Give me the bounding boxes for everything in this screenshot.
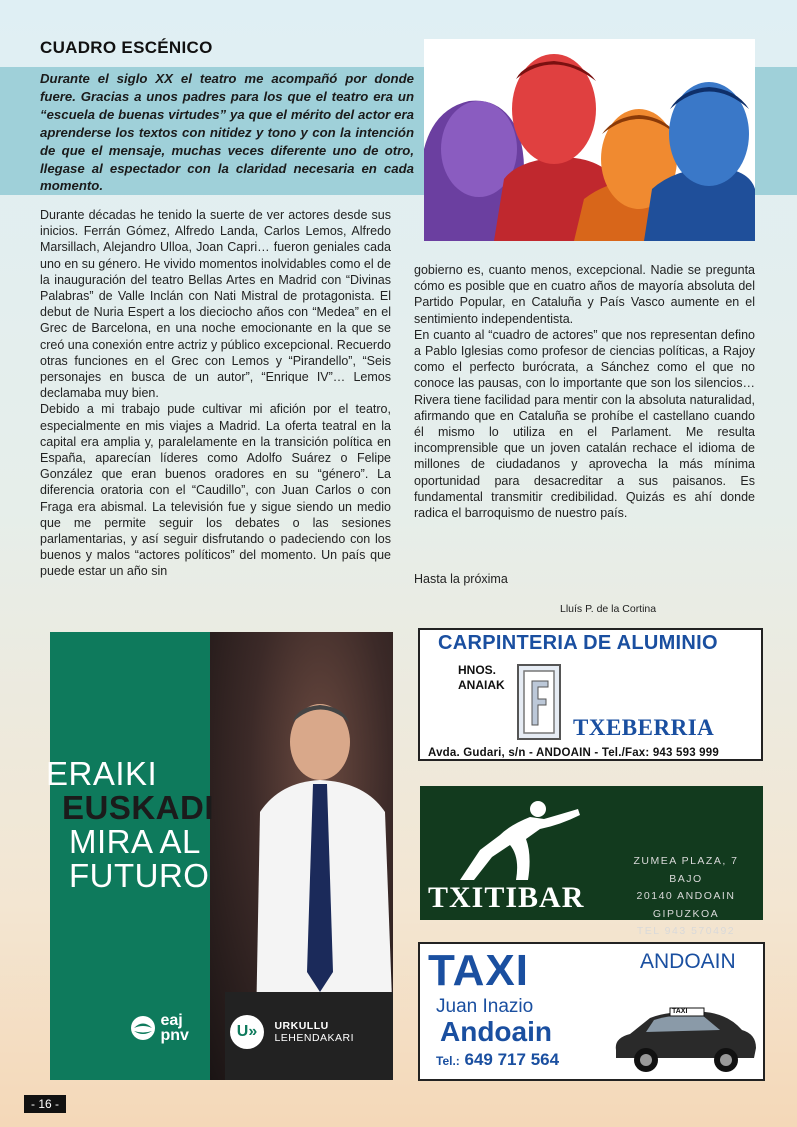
taxi-roof-sign: TAXI [672, 1008, 688, 1015]
txitibar-name: TXITIBAR [428, 881, 585, 914]
carpinteria-name: TXEBERRIA [573, 715, 715, 740]
txitibar-address [616, 853, 756, 941]
carpinteria-hnos [458, 663, 505, 693]
carpinteria-address: Avda. Gudari, s/n - ANDOAIN - Tel./Fax: 943 593 999 [428, 747, 719, 759]
article-paragraph: Debido a mi trabajo pude cultivar mi afición por el teatro, especialmente en mis viajes a Madrid. La oferta teatral en la capital era amplia y, paralelamente en la transición política en España, aparecían líderes como Adolfo Suárez o Felipe González que eran buenos oradores en su “género”. La diferencia oratoria con el “Caudillo”, con Juan Carlos o con Fraga era abismal. La televisión fue y sigue siendo un medio que me permite seguir los debates o las sesiones parlamentarias, y así seguir disfrutando o padeciendo con los buenos y malos “actores políticos” del momento. Un país que puede estar un año sin [40, 402, 391, 579]
article-column-right [414, 262, 755, 521]
anaiak-label: ANAIAK [458, 678, 505, 692]
txitibar-line: TEL 943 570492 [636, 925, 736, 937]
urkullu-mark: U» [230, 1015, 264, 1049]
article-column-left [40, 207, 391, 580]
carpinteria-title: CARPINTERIA DE ALUMINIO [438, 632, 718, 654]
politicians-illustration [424, 39, 755, 241]
eaj-label: eaj [160, 1012, 183, 1029]
txitibar-line: ZUMEA PLAZA, 7 BAJO [633, 855, 739, 885]
politicians-photo [424, 39, 755, 241]
urkullu-logo [230, 1015, 354, 1049]
window-frame-icon [516, 663, 562, 741]
article-paragraph: gobierno es, cuanto menos, excepcional. Nadie se pregunta cómo es posible que en cuatro años de mayoría absoluta del Partido Popular, en Cataluña y País Vasco aumente en el sentimiento independentista. [414, 263, 755, 326]
article-author: Lluís P. de la Cortina [560, 603, 657, 615]
article-closing: Hasta la próxima [414, 572, 508, 586]
article-title: CUADRO ESCÉNICO [40, 38, 213, 57]
taxi-town-top: ANDOAIN [640, 950, 736, 973]
taxi-driver-name: Juan Inazio [436, 996, 534, 1017]
urkullu-role: LEHENDAKARI [274, 1032, 355, 1044]
slogan-line: FUTURO [69, 857, 210, 894]
taxi-phone-number: 649 717 564 [464, 1050, 560, 1069]
taxi-word: TAXI [428, 946, 529, 995]
hnos-label: HNOS. [458, 663, 497, 677]
eaj-pnv-icon [130, 1015, 156, 1041]
pnv-label: pnv [160, 1027, 189, 1044]
eaj-pnv-logo [130, 1013, 189, 1043]
article-paragraph: En cuanto al “cuadro de actores” que nos representan defino a Pablo Iglesias como profesor de ciencias políticas, a Rajoy como el perfecto burócrata, a Sánchez como el que no conoce las pausas, con lo importante que son los silencios… Rivera tiene facilidad para mentir con la absoluta naturalidad, afirmando que en Cataluña se prohíbe el castellano cuando él mismo lo utiliza en el Parlament. Me resulta incomprensible que un joven catalán rechace el idioma de millones de ciudadanos y aprovecha la más mínima oportunidad para desacreditar a sus paisanos. Es fundamental transmitir credibilidad. Quizás es ahí donde radica el barroquismo de nuestro país. [414, 327, 755, 521]
page-number: - 16 - [24, 1095, 66, 1113]
pelota-player-icon [440, 795, 590, 885]
taxi-town: Andoain [440, 1016, 552, 1047]
taxi-phone-label: Tel.: [436, 1054, 460, 1068]
txitibar-line: GIPUZKOA [652, 907, 720, 920]
slogan-line: ERAIKI [46, 755, 158, 792]
article-paragraph: Durante décadas he tenido la suerte de ver actores desde sus inicios. Ferrán Gómez, Alfredo Landa, Carlos Lemos, Alfredo Marsillach, Alejandro Ulloa, Joan Capri… fueron geniales cada uno en su género. He vivido momentos inolvidables como el de la inauguración del teatro Bellas Artes en Madrid con “Divinas Palabras” de Valle Inclán con Nati Mistral de protagonista. El debut de Nuria Espert a los dieciocho años con “Medea” en el Grec de Barcelona, en una noche emocionante en la que se creó una conexión entre actriz y público excepcional. Recuerdo otras funciones en el Grec con Lemos y “Pirandello”, “Seis personajes en busca de un autor”, “Enrique IV”… Lemos declamaba muy bien. [40, 208, 391, 401]
txitibar-line: 20140 ANDOAIN [636, 890, 736, 902]
urkullu-name: URKULLU [274, 1020, 329, 1032]
slogan-line: MIRA AL [69, 823, 201, 860]
article-intro: Durante el siglo XX el teatro me acompañó por donde fuere. Gracias a unos padres para los que el teatro era un “escuela de buenas virtudes” ya que el mérito del actor era aprenderse los textos con nitidez y tono y con la intención de que el mensaje, muchas veces diferente uno de otro, llegase al espectador con la claridad necesaria en cada momento. [40, 71, 414, 194]
taxi-phone [436, 1050, 559, 1070]
slogan-line: EUSKADI [62, 789, 215, 826]
